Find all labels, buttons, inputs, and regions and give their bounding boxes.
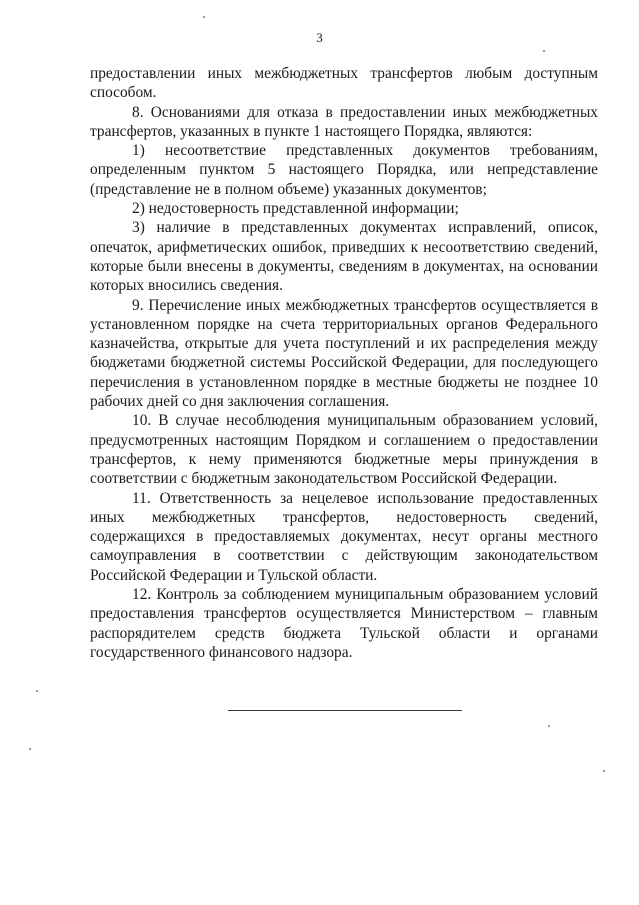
document-body (90, 64, 598, 662)
paragraph-clause-8-item-3: 3) наличие в представленных документах исправлений, описок, опечаток, арифметических ошибок, приведших к несоответствию сведений, которые были внесены в документы, сведениям в документах, на основании которых вносились сведения. (90, 219, 598, 295)
scan-speck (543, 50, 545, 52)
paragraph-clause-12: 12. Контроль за соблюдением муниципальным образованием условий предоставления трансфертов осуществляется Министерством – главным распорядителем средств бюджета Тульской области и органами государственного финансового надзора. (90, 586, 598, 661)
paragraph-clause-10: 10. В случае несоблюдения муниципальным образованием условий, предусмотренных настоящим Порядком и соглашением о предоставлении трансфертов, к нему применяются бюджетные меры принуждения в соответствии с бюджетным законодательством Российской Федерации. (90, 412, 598, 488)
paragraph-clause-8: 8. Основаниями для отказа в предоставлении иных межбюджетных трансфертов, указанных в пункте 1 настоящего Порядка, являются: (90, 103, 598, 140)
scan-speck (203, 16, 205, 18)
paragraph-clause-8-item-1: 1) несоответствие представленных документов требованиям, определенным пунктом 5 настоящего Порядка, или непредставление (представление не в полном объеме) указанных документов; (90, 142, 598, 198)
scan-speck (36, 690, 38, 692)
paragraph-clause-9: 9. Перечисление иных межбюджетных трансфертов осуществляется в установленном порядке на счета территориальных органов Федерального казначейства, открытые для учета поступлений и их распределения между бюджетами бюджетной системы Российской Федерации, для последующего перечисления в установленном порядке в местные бюджеты не позднее 10 рабочих дней со дня заключения соглашения. (90, 296, 598, 411)
scan-speck (548, 725, 550, 727)
page-number: 3 (316, 30, 323, 45)
scan-speck (603, 770, 605, 772)
scan-speck (29, 748, 31, 750)
paragraph-clause-8-item-2: 2) недостоверность представленной информации; (132, 200, 459, 218)
end-of-document-rule (228, 710, 462, 711)
paragraph-continuation: предоставлении иных межбюджетных трансфертов любым доступным способом. (90, 65, 598, 102)
paragraph-clause-11: 11. Ответственность за нецелевое использование предоставленных иных межбюджетных трансфертов, недостоверность сведений, содержащихся в предоставляемых документах, несут органы местного самоуправления в соответствии с действующим законодательством Российской Федерации и Тульской области. (90, 489, 598, 584)
